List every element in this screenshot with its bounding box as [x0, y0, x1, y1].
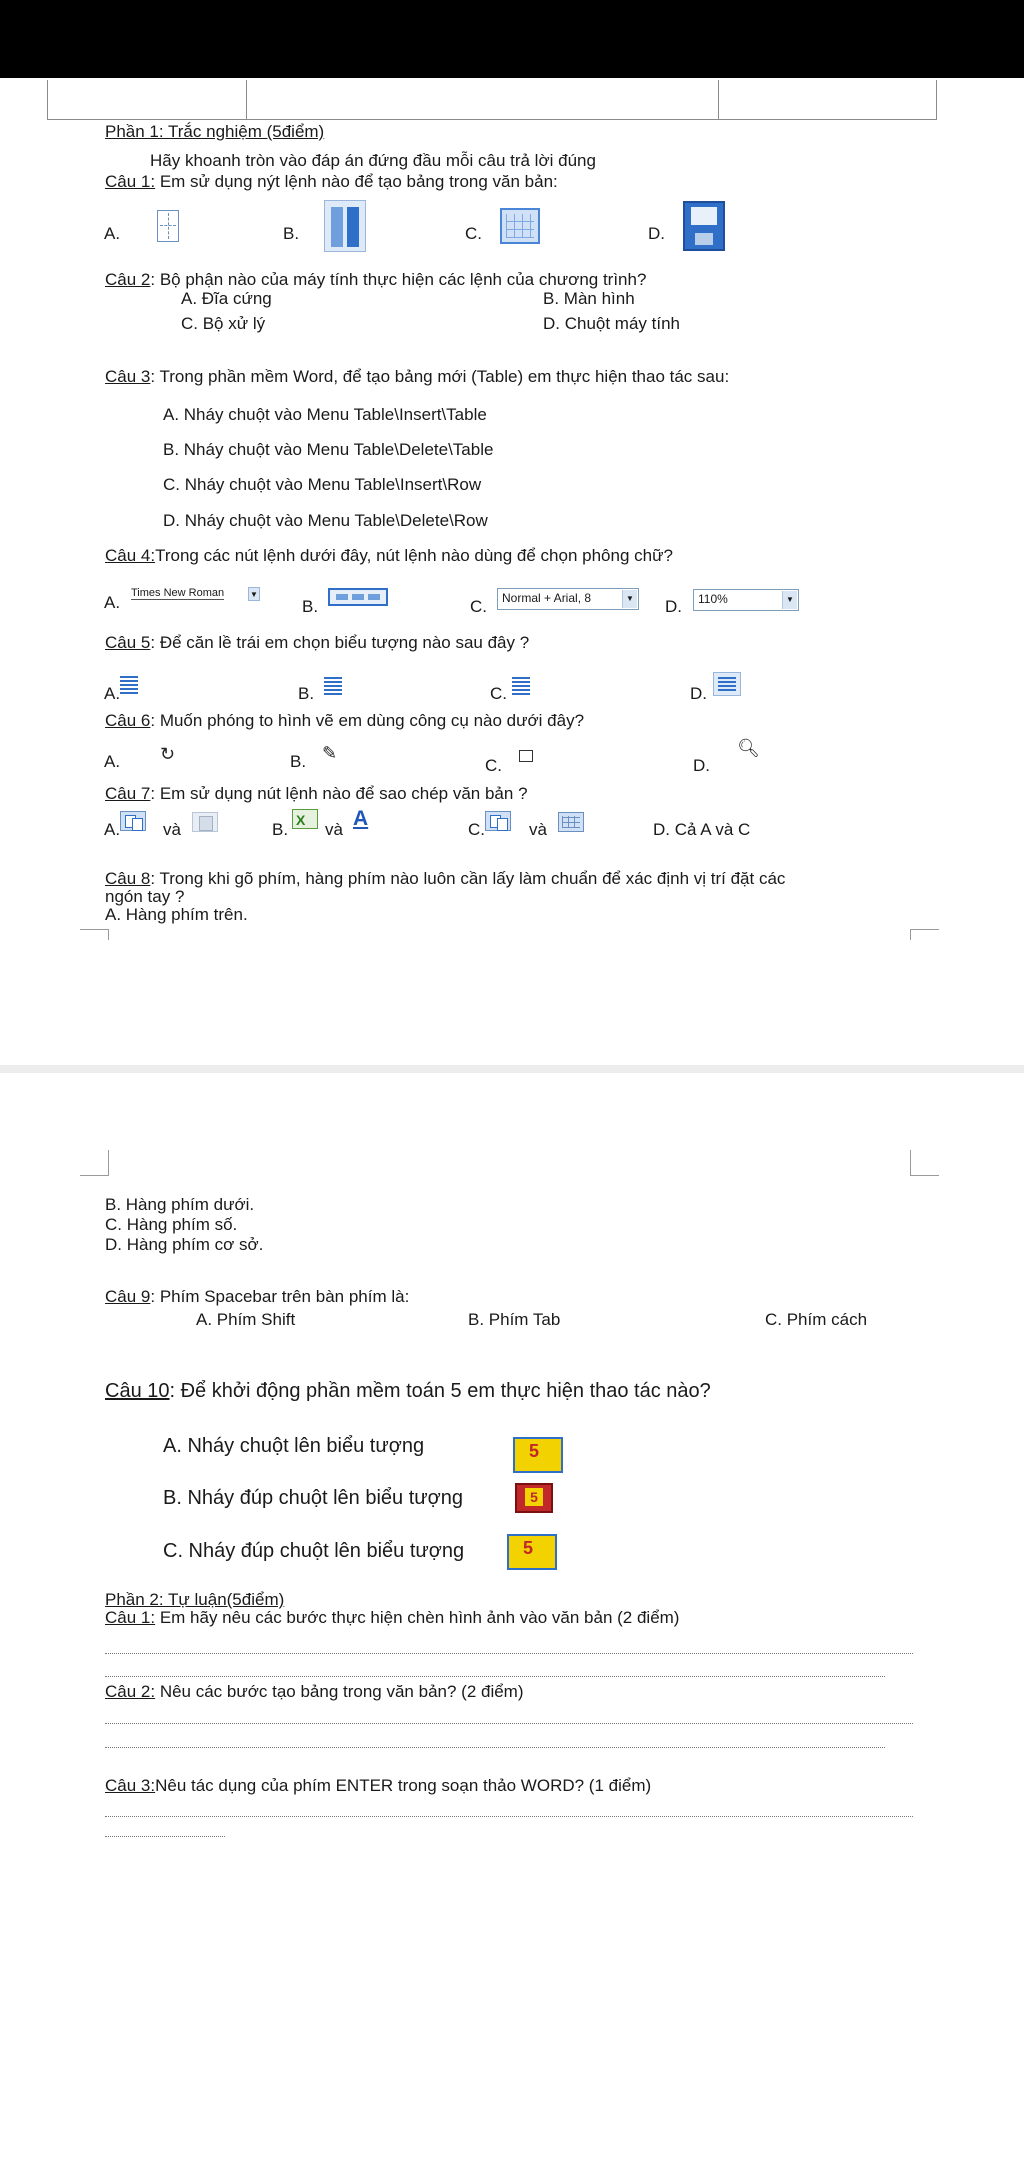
q10-option-b: B. Nháy đúp chuột lên biểu tượng [163, 1487, 464, 1509]
q1-option-b: B. [283, 224, 300, 243]
excel-icon: X [292, 809, 318, 829]
top-black-bar [0, 0, 1024, 78]
question-7 [105, 784, 528, 804]
q7-option-a: A. [104, 820, 121, 839]
question-text: Nêu tác dụng của phím ENTER trong soạn thảo WORD? (1 điểm) [155, 1776, 652, 1795]
question-label: Câu 5 [105, 633, 151, 652]
q5-option-b: B. [298, 684, 315, 703]
dropdown-arrow-icon: ▼ [782, 591, 797, 609]
question-1 [105, 172, 558, 192]
question-2 [105, 270, 646, 290]
question-text: Nêu các bước tạo bảng trong văn bản? (2 điểm) [155, 1682, 524, 1701]
question-label: Câu 3: [105, 1776, 156, 1795]
question-text: : Phím Spacebar trên bàn phím là: [150, 1287, 410, 1306]
q8-option-d: D. Hàng phím cơ sở. [105, 1235, 264, 1254]
q8-option-b: B. Hàng phím dưới. [105, 1195, 255, 1214]
header-table-divider [246, 80, 247, 120]
zoom-combo-value: 110% [698, 592, 728, 606]
font-name-combo: Times New Roman [131, 587, 225, 599]
q9-option-b: B. Phím Tab [468, 1310, 561, 1329]
q10-option-a: A. Nháy chuột lên biểu tượng [163, 1435, 425, 1457]
answer-line [105, 1723, 913, 1724]
part1-title: Phần 1: Trắc nghiệm (5điểm) [105, 122, 325, 141]
page-corner-mark [910, 1150, 939, 1176]
q6-option-d: D. [693, 756, 710, 775]
q2-option-b: B. Màn hình [543, 289, 635, 308]
q4-option-c: C. [470, 597, 487, 616]
header-table [47, 80, 937, 120]
paste-icon [192, 812, 218, 832]
q7-and: và [163, 820, 181, 839]
dropdown-arrow-icon: ▼ [622, 590, 637, 608]
align-left-icon [713, 672, 741, 696]
table-icon [558, 812, 584, 832]
question-label: Câu 8 [105, 869, 151, 888]
answer-line [105, 1653, 913, 1654]
question-text: : Để khởi động phần mềm toán 5 em thực hiện thao tác nào? [169, 1380, 711, 1402]
insert-table-icon [157, 210, 179, 242]
page-corner-mark [80, 1150, 109, 1176]
part1-instruction: Hãy khoanh tròn vào đáp án đứng đầu mỗi câu trả lời đúng [150, 151, 596, 170]
question-8 [105, 869, 785, 889]
q1-option-a: A. [104, 224, 121, 243]
question-label: Câu 2 [105, 270, 151, 289]
q7-option-b: B. [272, 820, 289, 839]
question-text: : Muốn phóng to hình vẽ em dùng công cụ nào dưới đây? [150, 711, 585, 730]
q4-option-b: B. [302, 597, 319, 616]
q2-option-a: A. Đĩa cứng [181, 289, 272, 308]
style-combo [497, 588, 639, 610]
q1-option-c: C. [465, 224, 482, 243]
question-label: Câu 1: [105, 1608, 156, 1627]
question-3 [105, 367, 729, 387]
question-9 [105, 1287, 409, 1307]
q3-option-b: B. Nháy chuột vào Menu Table\Delete\Table [163, 440, 494, 459]
question-text: Trong các nút lệnh dưới đây, nút lệnh nào dùng để chọn phông chữ? [155, 546, 673, 565]
q2-option-c: C. Bộ xử lý [181, 314, 266, 333]
q1-option-d: D. [648, 224, 665, 243]
pencil-tool-icon: ✎ [322, 743, 338, 763]
q5-option-d: D. [690, 684, 707, 703]
question-text: Em sử dụng nýt lệnh nào để tạo bảng trong văn bản: [155, 172, 558, 191]
answer-line [105, 1816, 913, 1817]
question-text: : Để căn lề trái em chọn biểu tượng nào sau đây ? [150, 633, 530, 652]
page-corner-mark [80, 929, 109, 940]
question-label: Câu 7 [105, 784, 151, 803]
rotate-tool-icon: ↻ [160, 744, 176, 764]
q6-option-b: B. [290, 752, 307, 771]
zoom-combo [693, 589, 799, 611]
table-columns-icon [324, 200, 366, 252]
math5-app-icon: 5 [513, 1437, 563, 1473]
q10-option-c: C. Nháy đúp chuột lên biểu tượng [163, 1540, 465, 1562]
essay-question-1 [105, 1608, 679, 1628]
q3-option-d: D. Nháy chuột vào Menu Table\Delete\Row [163, 511, 488, 530]
q3-option-c: C. Nháy chuột vào Menu Table\Insert\Row [163, 475, 482, 494]
question-text: : Bộ phận nào của máy tính thực hiện các lệnh của chương trình? [150, 270, 647, 289]
q9-option-c: C. Phím cách [765, 1310, 868, 1329]
question-text: Em hãy nêu các bước thực hiện chèn hình ảnh vào văn bản (2 điểm) [155, 1608, 680, 1627]
question-label: Câu 10 [105, 1380, 170, 1402]
question-label: Câu 9 [105, 1287, 151, 1306]
q4-option-a: A. [104, 593, 121, 612]
q2-option-d: D. Chuột máy tính [543, 314, 681, 333]
table-toolbar-icon [328, 588, 388, 606]
magnifier-tool-icon: 🔍︎ [737, 738, 760, 758]
q4-option-d: D. [665, 597, 682, 616]
math5-app-icon-red: 5 [515, 1483, 553, 1513]
q3-option-a: A. Nháy chuột vào Menu Table\Insert\Table [163, 405, 487, 424]
align-right-icon [324, 675, 342, 695]
question-text: : Trong phần mềm Word, để tạo bảng mới (Table) em thực hiện thao tác sau: [150, 367, 730, 386]
table-grid-icon [500, 208, 540, 244]
math5-app-icon-alt: 5 [507, 1534, 557, 1570]
answer-line [105, 1747, 885, 1748]
page-corner-mark [910, 929, 939, 940]
save-disk-icon [683, 201, 725, 251]
q7-option-c: C. [468, 820, 485, 839]
align-center-icon [120, 674, 138, 694]
question-label: Câu 6 [105, 711, 151, 730]
question-8-continued: ngón tay ? [105, 887, 185, 906]
q7-and: và [529, 820, 547, 839]
copy-icon [485, 811, 511, 831]
question-4 [105, 546, 673, 566]
question-label: Câu 1: [105, 172, 156, 191]
answer-line [105, 1836, 225, 1837]
question-text: : Em sử dụng nút lệnh nào để sao chép văn bản ? [150, 784, 528, 803]
rectangle-tool-icon [519, 750, 533, 762]
q7-and: và [325, 820, 343, 839]
font-color-icon: A [353, 807, 369, 830]
header-table-divider [718, 80, 719, 120]
essay-question-2 [105, 1682, 524, 1702]
q6-option-a: A. [104, 752, 121, 771]
question-label: Câu 4: [105, 546, 156, 565]
page-break [0, 1065, 1024, 1073]
answer-line [105, 1676, 885, 1677]
question-10 [105, 1380, 711, 1403]
question-label: Câu 2: [105, 1682, 156, 1701]
question-text: : Trong khi gõ phím, hàng phím nào luôn cần lấy làm chuẩn để xác định vị trí đặt các [150, 869, 786, 888]
q8-option-a: A. Hàng phím trên. [105, 905, 248, 924]
align-justify-icon [512, 675, 530, 695]
q5-option-a: A. [104, 684, 121, 703]
style-combo-value: Normal + Arial, 8 [502, 591, 592, 605]
q9-option-a: A. Phím Shift [196, 1310, 296, 1329]
question-6 [105, 711, 584, 731]
q6-option-c: C. [485, 756, 502, 775]
dropdown-arrow-icon: ▼ [248, 587, 260, 601]
q8-option-c: C. Hàng phím số. [105, 1215, 238, 1234]
question-5 [105, 633, 529, 653]
question-label: Câu 3 [105, 367, 151, 386]
q5-option-c: C. [490, 684, 507, 703]
part2-title: Phần 2: Tự luận(5điểm) [105, 1590, 285, 1609]
essay-question-3 [105, 1776, 651, 1796]
q7-option-d: D. Cả A và C [653, 820, 751, 839]
copy-icon [120, 811, 146, 831]
